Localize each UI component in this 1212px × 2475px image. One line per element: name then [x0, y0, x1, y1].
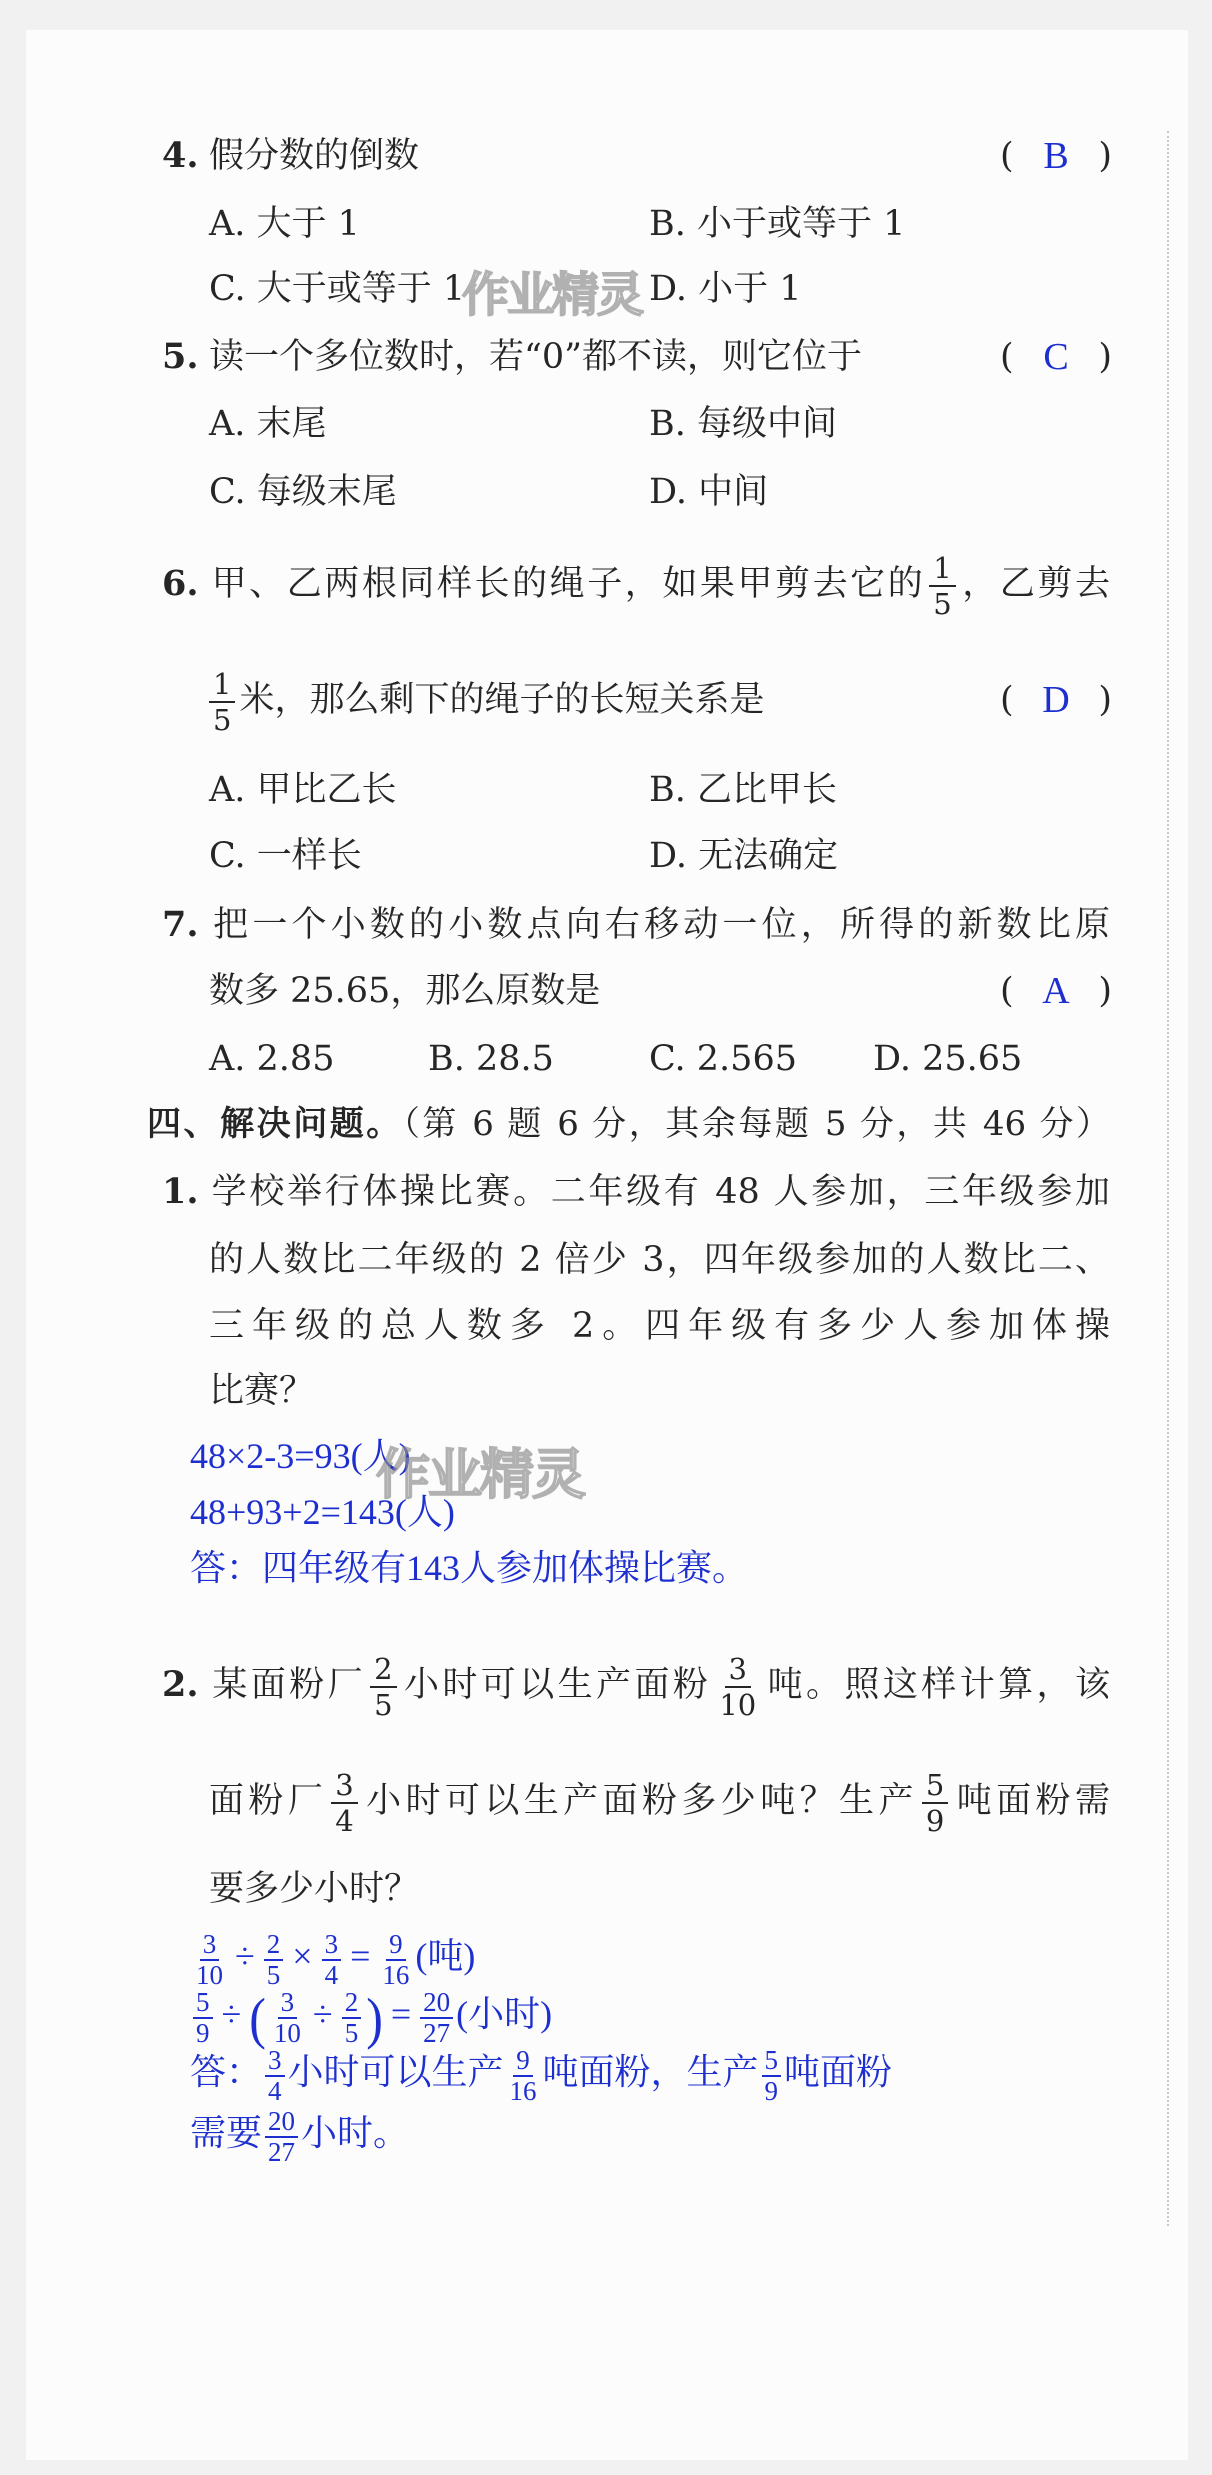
problem-1-answer: 答：四年级有143人参加体操比赛。: [190, 1548, 749, 1588]
problem-1-line-1: [162, 1166, 1110, 1218]
watermark: 作业精灵: [462, 268, 642, 323]
problem-1-line-3: 三年级的总人数多 2。四年级有多少人参加体操: [209, 1306, 1110, 1346]
question-text: 某面粉厂: [209, 1665, 367, 1705]
option-a: A. 2.85: [209, 1039, 335, 1079]
denominator: 27: [423, 2017, 451, 2048]
fraction: [209, 667, 235, 737]
divide-operator: ÷: [221, 1994, 242, 2034]
question-text: 假分数的倒数: [209, 136, 420, 176]
question-text: 小时可以生产面粉多少吨？生产: [361, 1781, 918, 1821]
denominator: 5: [344, 2017, 359, 2048]
question-text: 把一个小数的小数点向右移动一位，所得的新数比原: [209, 905, 1110, 945]
fraction: [265, 2107, 298, 2167]
question-text: 吨面粉需: [952, 1781, 1110, 1821]
question-text: 小时可以生产面粉: [400, 1665, 712, 1705]
option-d: D. 25.65: [873, 1039, 1023, 1079]
fraction: [507, 2046, 540, 2106]
denominator: 5: [374, 1687, 393, 1722]
numerator: 1: [209, 667, 235, 703]
numerator: 5: [762, 2046, 782, 2077]
problem-1-line-4: 比赛？: [209, 1371, 315, 1411]
numerator: 9: [513, 2046, 533, 2077]
numerator: 2: [264, 1930, 284, 1961]
margin-dotted-rule: [1167, 131, 1169, 2226]
option-a: A. 大于 1: [209, 204, 360, 244]
denominator: 5: [266, 1959, 281, 1990]
section-score-note: （第 6 题 6 分，其余每题 5 分，共 46 分）: [402, 1104, 1110, 1144]
equals-operator: =: [390, 1994, 412, 2034]
fraction: [922, 1768, 948, 1838]
fraction: [929, 551, 955, 621]
question-number: 2.: [162, 1664, 199, 1705]
option-b: B. 每级中间: [649, 404, 837, 444]
problem-2-answer-line-1: [190, 2037, 892, 2107]
answer-text: 吨面粉: [784, 2052, 893, 2092]
question-4-stem: [162, 130, 419, 182]
watermark: 作业精灵: [376, 1443, 584, 1506]
question-text: 读一个多位数时，若“0”都不读，则它位于: [209, 337, 863, 377]
denominator: 9: [925, 1803, 945, 1838]
bracket-open: (: [1000, 680, 1014, 720]
bracket-open: (: [1000, 971, 1014, 1011]
question-text: 面粉厂: [209, 1781, 328, 1821]
bracket-close: ): [1098, 136, 1112, 176]
answer-text: 小时。: [301, 2113, 410, 2153]
problem-2-line-2: [209, 1759, 1110, 1843]
question-7-line-2: 数多 25.65，那么原数是: [209, 971, 601, 1011]
answer-bracket-q6: [1000, 674, 1112, 726]
denominator: 4: [335, 1803, 354, 1838]
numerator: 9: [386, 1930, 406, 1961]
divide-operator: ÷: [235, 1936, 255, 1976]
multiply-operator: ×: [292, 1936, 313, 1976]
problem-1-solution-step-2: 48+93+2=143(人): [190, 1492, 455, 1532]
denominator: 27: [268, 2136, 296, 2167]
question-7-line-1: [162, 899, 1110, 951]
problem-1-line-2: 的人数比二年级的 2 倍少 3，四年级参加的人数比二、: [209, 1240, 1110, 1280]
fraction: [715, 1652, 760, 1722]
problem-2-line-1: [162, 1643, 1110, 1727]
answer-text: 小时可以生产: [287, 2052, 504, 2092]
option-c: C. 大于或等于 1: [209, 269, 466, 309]
denominator: 5: [933, 586, 952, 621]
fraction: [331, 1768, 357, 1838]
option-b: B. 28.5: [428, 1039, 554, 1079]
problem-2-answer-line-2: [190, 2098, 409, 2168]
bracket-close: ): [1098, 680, 1112, 720]
numerator: 2: [342, 1988, 362, 2019]
question-number: 1.: [162, 1171, 199, 1212]
option-c: C. 一样长: [209, 836, 362, 876]
numerator: 20: [420, 1988, 453, 2019]
answer-bracket-q5: [1000, 331, 1112, 383]
denominator: 9: [196, 2017, 210, 2048]
question-text: 甲、乙两根同样长的绳子，如果甲剪去它的: [209, 564, 926, 604]
denominator: 4: [324, 1959, 339, 1990]
question-number: 7.: [162, 904, 199, 945]
problem-2-line-3: 要多少小时？: [209, 1869, 420, 1909]
question-text: ，乙剪去: [959, 564, 1110, 604]
question-number: 5.: [162, 336, 199, 377]
fraction: [762, 2046, 782, 2106]
answer-bracket-q7: [1000, 965, 1112, 1017]
answer-letter: B: [1043, 135, 1069, 177]
option-d: D. 中间: [649, 472, 769, 512]
numerator: 3: [725, 1652, 751, 1688]
numerator: 2: [370, 1652, 396, 1688]
bracket-close: ): [1098, 337, 1112, 377]
bracket-close: ): [1098, 971, 1112, 1011]
equals-operator: =: [350, 1936, 371, 1976]
unit-label: (吨): [415, 1936, 476, 1976]
option-a: A. 末尾: [209, 404, 327, 444]
question-6-line-1: [162, 542, 1110, 626]
answer-text: 需要: [190, 2113, 263, 2153]
answer-letter: D: [1042, 679, 1070, 721]
option-d: D. 小于 1: [649, 269, 802, 309]
bracket-open: (: [1000, 136, 1014, 176]
unit-label: (小时): [456, 1994, 553, 2034]
numerator: 5: [922, 1768, 948, 1804]
question-text: 学校举行体操比赛。二年级有 48 人参加，三年级参加: [209, 1172, 1110, 1212]
section-heading: [147, 1098, 1110, 1150]
question-text: 米，那么剩下的绳子的长短关系是: [239, 680, 765, 720]
section-title: 四、解决问题。: [147, 1104, 403, 1144]
answer-text: 吨面粉，生产: [542, 2052, 759, 2092]
question-5-stem: [162, 331, 862, 383]
divide-operator: ÷: [312, 1994, 333, 2034]
question-6-line-2: [209, 658, 764, 742]
option-b: B. 小于或等于 1: [649, 204, 906, 244]
numerator: 1: [929, 551, 955, 587]
answer-letter: C: [1043, 336, 1069, 378]
question-number: 4.: [162, 135, 199, 176]
option-b: B. 乙比甲长: [649, 770, 837, 810]
answer-letter: A: [1042, 970, 1070, 1012]
denominator: 10: [273, 2017, 301, 2048]
numerator: 3: [278, 1988, 298, 2019]
numerator: 5: [193, 1988, 213, 2019]
fraction: [370, 1652, 396, 1722]
option-c: C. 每级末尾: [209, 472, 397, 512]
denominator: 16: [382, 1959, 410, 1990]
numerator: 3: [200, 1930, 220, 1961]
denominator: 16: [509, 2075, 537, 2106]
numerator: 3: [322, 1930, 342, 1961]
answer-bracket-q4: [1000, 130, 1112, 182]
left-paren: (: [249, 1985, 266, 2050]
problem-1-solution-step-1: 48×2-3=93(人): [190, 1436, 411, 1476]
option-c: C. 2.565: [649, 1039, 797, 1079]
denominator: 5: [213, 702, 232, 737]
bracket-open: (: [1000, 337, 1014, 377]
numerator: 3: [331, 1768, 357, 1804]
question-number: 6.: [162, 563, 199, 604]
numerator: 20: [265, 2107, 298, 2138]
option-a: A. 甲比乙长: [209, 770, 397, 810]
answer-text: 答：: [190, 2052, 263, 2092]
denominator: 4: [268, 2075, 282, 2106]
numerator: 3: [265, 2046, 285, 2077]
fraction: [265, 2046, 285, 2106]
denominator: 10: [719, 1687, 757, 1722]
denominator: 9: [764, 2075, 779, 2106]
right-paren: ): [366, 1985, 383, 2050]
option-d: D. 无法确定: [649, 836, 839, 876]
denominator: 10: [196, 1959, 223, 1990]
question-text: 吨。照这样计算，该: [764, 1665, 1110, 1705]
